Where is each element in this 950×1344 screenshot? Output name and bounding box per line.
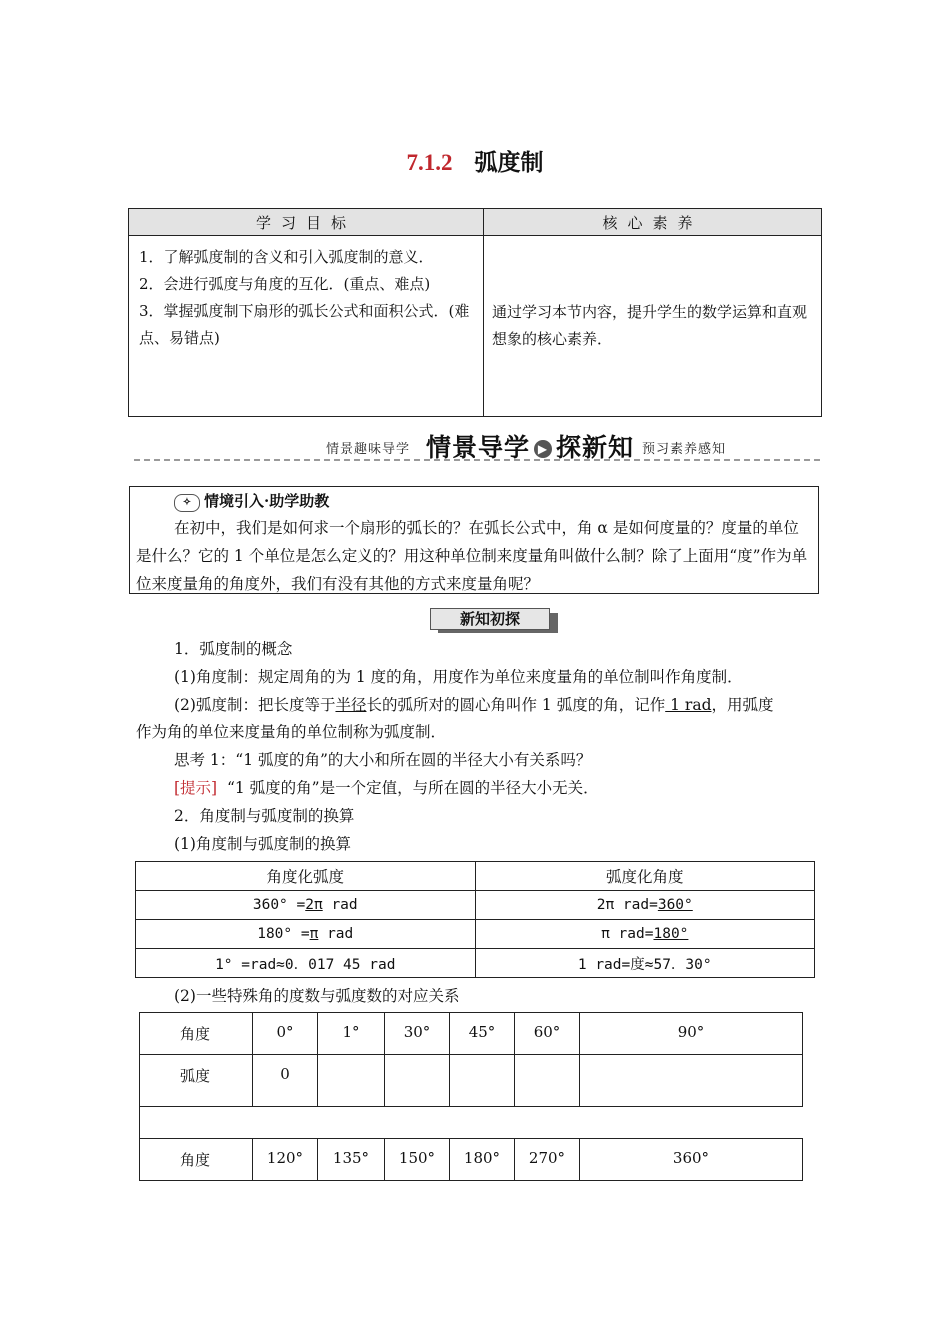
- hint-text: “1 弧度的角”是一个定值，与所在圆的半径大小无关．: [226, 779, 599, 797]
- conversion-cell: 180° =π rad: [136, 920, 476, 949]
- radian-cell: [318, 1055, 385, 1107]
- section-banner: [130, 424, 820, 466]
- radian-definition: (2)弧度制：把长度等于半径长的弧所对的圆心角叫作 1 弧度的角，记作 1 rad，用弧度: [174, 696, 774, 714]
- blank-answer: 半径: [335, 696, 367, 714]
- goal-item: 1．了解弧度制的含义和引入弧度制的意义．: [139, 248, 434, 266]
- goal-item: 2．会进行弧度与角度的互化．(重点、难点): [139, 275, 431, 293]
- radian-cell: 0: [253, 1055, 318, 1107]
- literacy-cell: 通过学习本节内容，提升学生的数学运算和直观想象的核心素养．: [484, 236, 822, 417]
- angle-cell: 180°: [450, 1139, 515, 1181]
- spacer-row: [140, 1107, 803, 1139]
- angle-cell: 150°: [385, 1139, 450, 1181]
- radian-definition-cont: 作为角的单位来度量角的单位制称为弧度制．: [136, 723, 447, 741]
- radian-cell: [515, 1055, 580, 1107]
- angle-cell: 0°: [253, 1013, 318, 1055]
- row-label: 角度: [140, 1139, 253, 1181]
- goal-item: 3．掌握弧度制下扇形的弧长公式和面积公式．(难点、易错点): [139, 302, 470, 347]
- arrow-icon: ▶: [534, 440, 552, 458]
- angle-cell: 60°: [515, 1013, 580, 1055]
- blank-answer: 1 rad: [665, 696, 712, 714]
- conversion-cell: 1 rad=度≈57．30°: [475, 949, 815, 978]
- radian-cell: [385, 1055, 450, 1107]
- page-title: [0, 144, 950, 177]
- heading-concept: 1．弧度制的概念: [174, 640, 293, 658]
- conversion-header: 弧度化角度: [475, 862, 815, 891]
- angle-cell: 270°: [515, 1139, 580, 1181]
- hint-label: [提示]: [174, 779, 218, 797]
- conversion-cell: 360° =2π rad: [136, 891, 476, 920]
- special-angles-table: [139, 1012, 803, 1181]
- section-name: 弧度制: [474, 149, 544, 176]
- angle-cell: 135°: [318, 1139, 385, 1181]
- degree-definition: (1)角度制：规定周角的为 1 度的角，用度作为单位来度量角的单位制叫作角度制．: [174, 668, 743, 686]
- goals-header: 学习目标: [129, 209, 484, 236]
- radian-cell: [450, 1055, 515, 1107]
- subheading-conversion: (1)角度制与弧度制的换算: [174, 835, 351, 853]
- conversion-header: 角度化弧度: [136, 862, 476, 891]
- goals-cell: [129, 236, 484, 417]
- heading-conversion: 2．角度制与弧度制的换算: [174, 807, 355, 825]
- banner-left-caption: 情景趣味导学: [326, 442, 411, 457]
- think-question: 思考 1：“1 弧度的角”的大小和所在圆的半径大小有关系吗？: [174, 751, 592, 769]
- lightbulb-icon: ✧: [174, 494, 200, 512]
- angle-cell: 360°: [580, 1139, 803, 1181]
- conversion-table: [135, 861, 815, 978]
- banner-title-right: 探新知: [556, 433, 635, 462]
- conversion-cell: π rad=180°: [475, 920, 815, 949]
- angle-cell: 45°: [450, 1013, 515, 1055]
- section-tag: [430, 608, 556, 630]
- dashed-divider: [134, 459, 820, 461]
- angle-cell: 1°: [318, 1013, 385, 1055]
- angle-cell: 30°: [385, 1013, 450, 1055]
- hint: [174, 777, 599, 799]
- radian-cell: [580, 1055, 803, 1107]
- intro-header-text: 情境引入·助学助教: [204, 492, 330, 510]
- section-number: 7.1.2: [406, 150, 453, 175]
- intro-header: [174, 490, 329, 512]
- banner-right-caption: 预习素养感知: [642, 442, 727, 457]
- goals-table: [128, 208, 822, 417]
- section-tag-label: 新知初探: [430, 608, 550, 630]
- conversion-cell: 2π rad=360°: [475, 891, 815, 920]
- intro-box: [129, 486, 819, 594]
- intro-text: 在初中，我们是如何求一个扇形的弧长的？在弧长公式中，角 α 是如何度量的？度量的单位是什么？它的 1 个单位是怎么定义的？用这种单位制来度量角叫做什么制？除了上面用“度”作为单位来度量角的角度外，我们有没有其他的方式来度量角呢？: [136, 519, 808, 593]
- row-label: 角度: [140, 1013, 253, 1055]
- angle-cell: 90°: [580, 1013, 803, 1055]
- conversion-cell: 1° =rad≈0．017 45 rad: [136, 949, 476, 978]
- subheading-special: (2)一些特殊角的度数与弧度数的对应关系: [174, 987, 460, 1005]
- row-label: 弧度: [140, 1055, 253, 1107]
- angle-cell: 120°: [253, 1139, 318, 1181]
- banner-title-left: 情景导学: [426, 433, 531, 462]
- literacy-header: 核心素养: [484, 209, 822, 236]
